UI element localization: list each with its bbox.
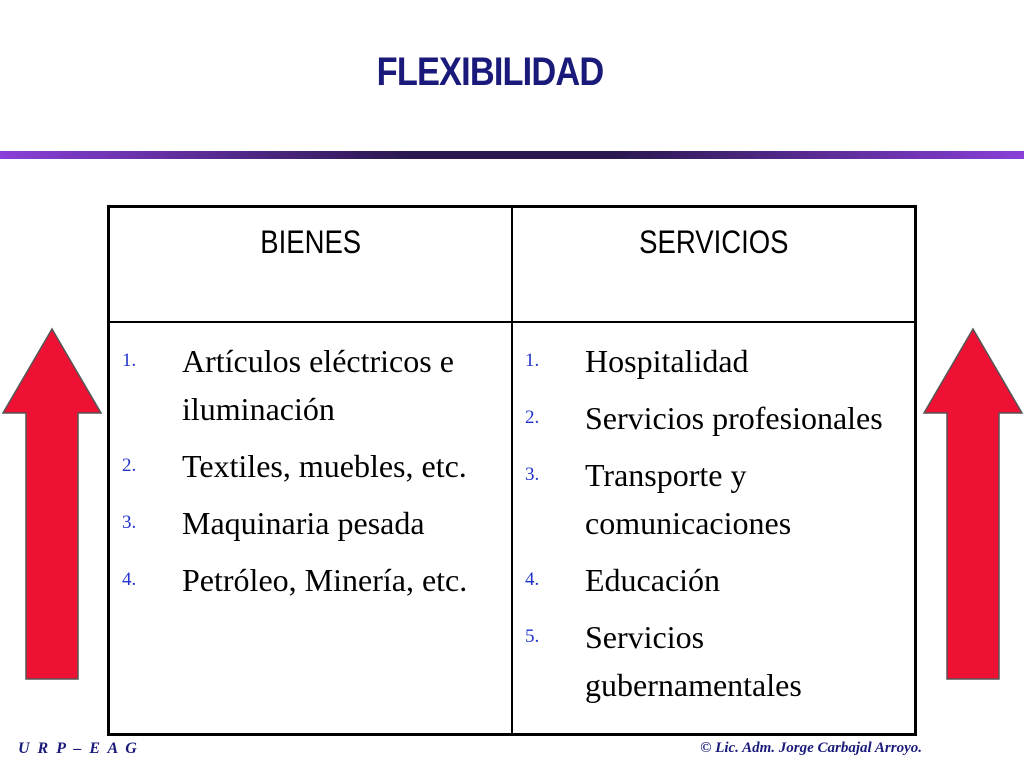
list-item-text: Servicios gubernamentales [585,619,802,703]
bienes-list [120,337,503,604]
list-item [120,556,503,604]
list-number: 1. [122,350,137,371]
header-bienes: BIENES [109,207,513,323]
list-item [523,337,906,385]
table-row [109,322,916,735]
list-item [523,451,906,547]
up-arrow-icon [0,325,104,683]
servicios-list [523,337,906,709]
list-number: 3. [122,512,137,533]
goods-services-table [107,205,917,736]
list-number: 4. [122,569,137,590]
list-item-text: Transporte y comunicaciones [585,457,792,541]
footer-author: © Lic. Adm. Jorge Carbajal Arroyo. [700,740,922,756]
list-number: 1. [525,350,540,371]
header-servicios: SERVICIOS [512,207,916,323]
footer-institution: U R P – E A G [18,740,139,757]
list-item [120,337,503,433]
list-item-text: Petróleo, Minería, etc. [182,562,468,598]
bienes-cell [109,322,513,735]
list-item [523,556,906,604]
list-item [120,499,503,547]
list-item-text: Hospitalidad [585,343,749,379]
title-divider [0,151,1024,159]
list-number: 2. [525,407,540,428]
list-item [120,442,503,490]
list-number: 2. [122,455,137,476]
list-item-text: Educación [585,562,721,598]
slide-title: FLEXIBILIDAD [376,50,604,94]
list-item [523,394,906,442]
list-number: 5. [525,626,540,647]
up-arrow-icon [921,325,1024,683]
list-item-text: Servicios profesionales [585,400,883,436]
list-item-text: Maquinaria pesada [182,505,425,541]
list-item-text: Textiles, muebles, etc. [182,448,467,484]
list-number: 3. [525,464,540,485]
list-item [523,613,906,709]
list-item-text: Artículos eléctricos e iluminación [182,343,454,427]
servicios-cell [512,322,916,735]
table-header-row [109,207,916,323]
list-number: 4. [525,569,540,590]
